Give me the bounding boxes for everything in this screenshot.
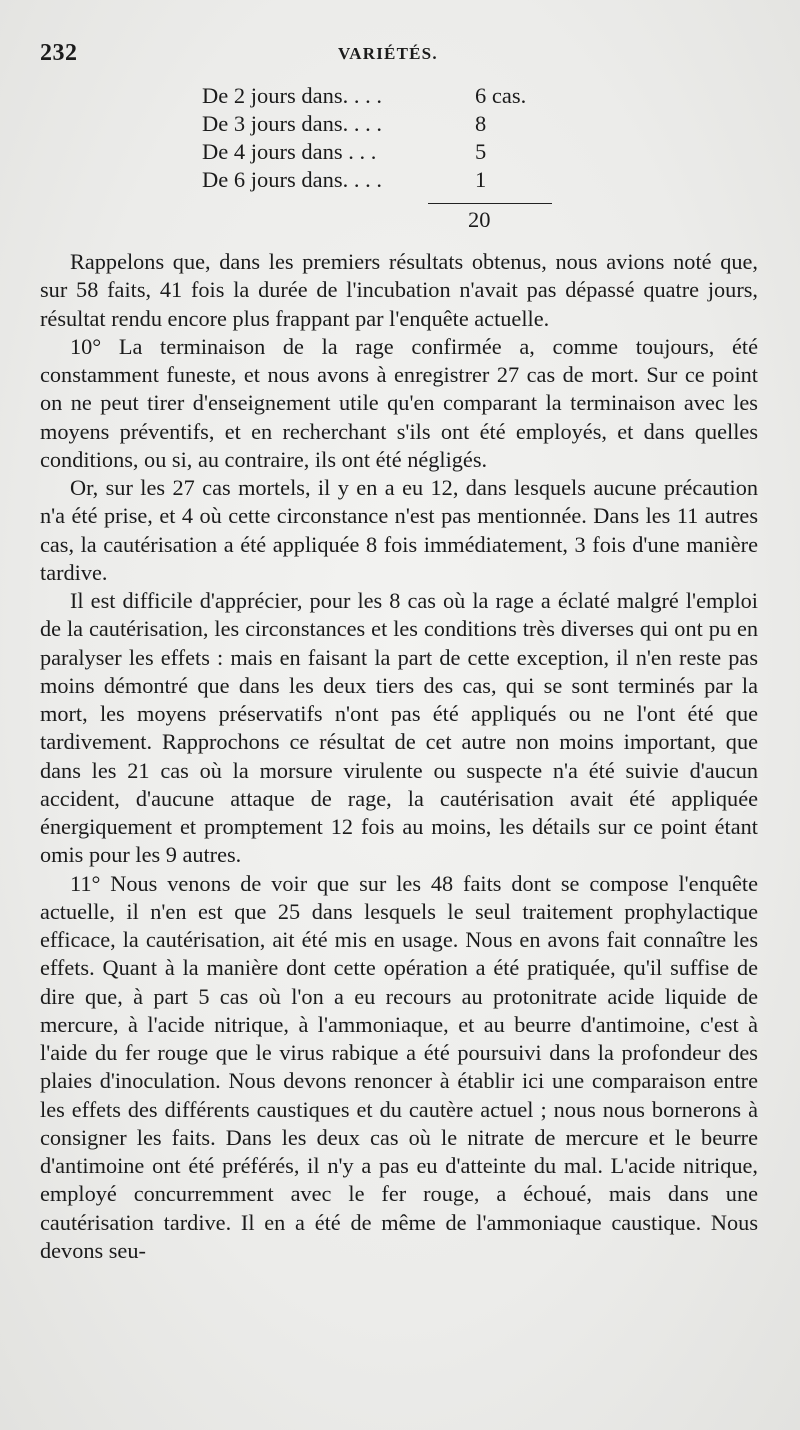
table-total: 20 [468,207,491,232]
paragraph: 10° La terminaison de la rage confirmée a, comme toujours, été constamment funeste, et nous avons à enregistrer 27 cas de mort. Sur ce point on ne peut tirer d'enseignement utile qu'en comparant la terminaison avec les moyens préventifs, et en recherchant s'ils ont été employés, et dans quelles conditions, ou si, au contraire, ils ont été négligés. [40,333,758,472]
paragraph: 11° Nous venons de voir que sur les 48 faits dont se compose l'enquête actuelle, il n'en est que 25 dans lesquels le seul traitement prophylactique efficace, la cautérisation, ait été mis en usage. Nous en avons fait connaître les effets. Quant à la manière dont cette opération a été pratiquée, qu'il suffise de dire que, à part 5 cas où l'on a eu recours au protonitrate acide liquide de mercure, à l'acide nitrique, à l'ammoniaque, et au beurre d'antimoine, c'est à l'aide du fer rouge que le virus rabique a été poursuivi dans la profondeur des plaies d'inoculation. Nous devons renoncer à établir ici une comparaison entre les effets des différents caustiques et du cautère actuel ; nous nous bornerons à consigner les faits. Dans les deux cas où le nitrate de mercure et le beurre d'antimoine ont été préférés, il n'y a pas eu d'atteinte du mal. L'acide nitrique, employé concurremment avec le fer rouge, a échoué, mais dans une cautérisation tardive. Il en a été de même de l'ammoniaque caustique. Nous devons seu- [40,870,758,1263]
table-row [202,82,562,110]
body-text [40,248,758,1265]
paragraph: Rappelons que, dans les premiers résultats obtenus, nous avions noté que, sur 58 faits, 41 fois la durée de l'incubation n'avait pas dépassé quatre jours, résultat rendu encore plus frappant par l'enquête actuelle. [40,249,758,331]
sum-rule [428,203,552,204]
row-value: 1 [475,167,487,192]
row-value: 8 [475,111,487,136]
table-row [202,110,562,138]
running-head: VARIÉTÉS. [338,44,438,63]
page-number: 232 [40,40,78,66]
table-row [202,166,562,194]
row-label: De 3 jours dans. . . . [202,111,382,136]
incubation-table [202,82,562,232]
row-label: De 2 jours dans. . . . [202,83,382,108]
paragraph: Or, sur les 27 cas mortels, il y en a eu 12, dans lesquels aucune précaution n'a été prise, et 4 où cette circonstance n'est pas mentionnée. Dans les 11 autres cas, la cautérisation a été appliquée 8 fois immédiatement, 3 fois d'une manière tardive. [40,475,758,585]
paragraph: Il est difficile d'apprécier, pour les 8 cas où la rage a éclaté malgré l'emploi de la cautérisation, les circonstances et les conditions très diverses qui ont pu en paralyser les effets : mais en faisant la part de cette exception, il n'en reste pas moins démontré que dans les deux tiers des cas, qui se sont terminés par la mort, les moyens préservatifs n'ont pas été appliqués ou ne l'ont été que tardivement. Rapprochons ce résultat de cet autre non moins important, que dans les 21 cas où la morsure virulente ou suspecte n'a été suivie d'aucun accident, d'aucune attaque de rage, la cautérisation avait été appliquée énergiquement et promptement 12 fois au moins, les détails sur ce point étant omis pour les 9 autres. [40,588,758,868]
page-header [40,40,756,76]
row-value: 5 [475,139,487,164]
row-label: De 6 jours dans. . . . [202,167,382,192]
table-row [202,138,562,166]
row-label: De 4 jours dans . . . [202,139,377,164]
row-value: 6 cas. [475,83,527,108]
